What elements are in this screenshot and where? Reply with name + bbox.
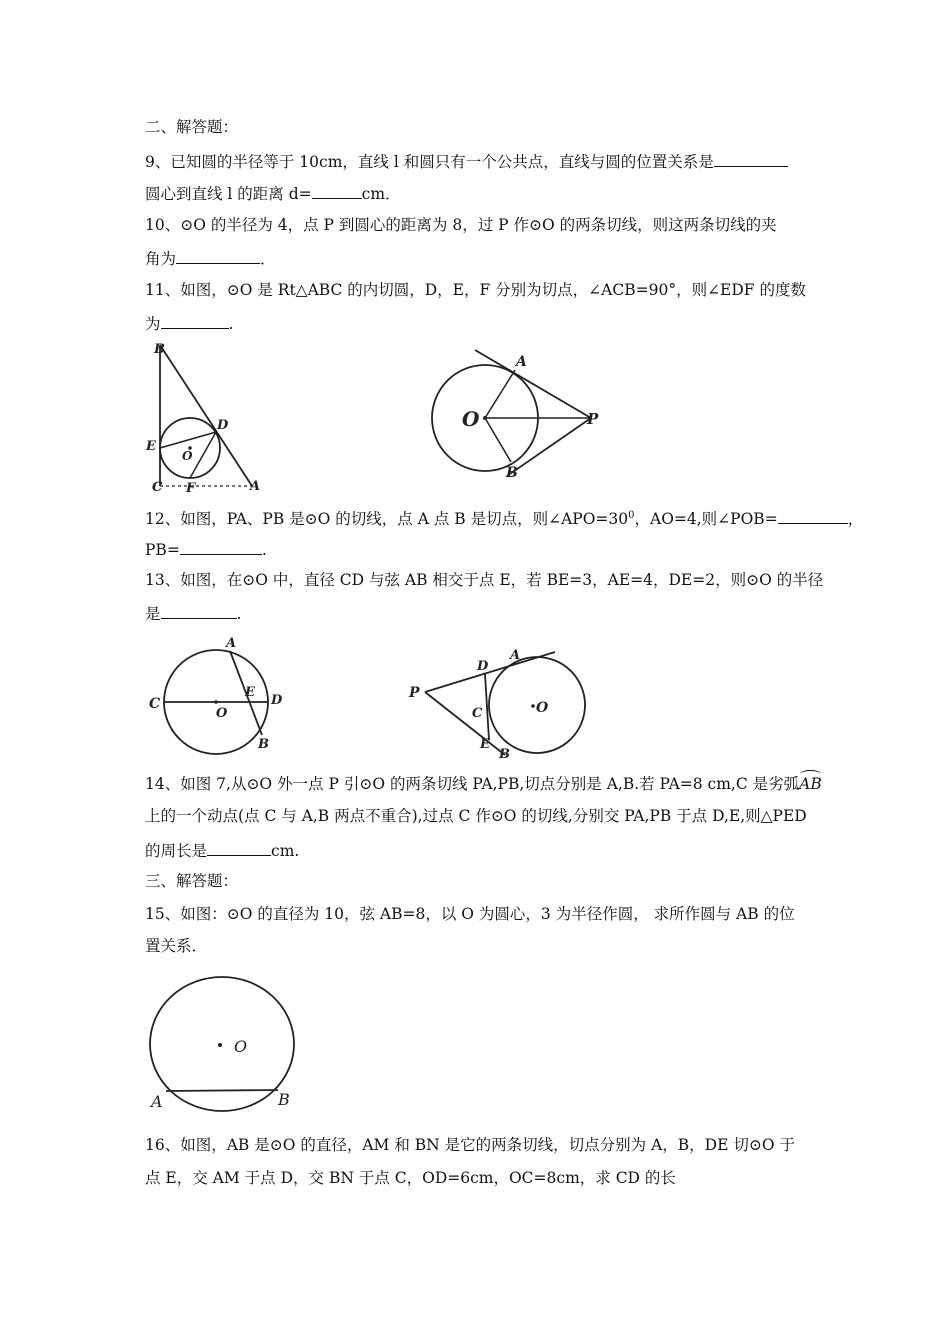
figure-q11-incircle-triangle	[140, 340, 270, 495]
question-10-line-1: 10、⊙O 的半径为 4，点 P 到圆心的距离为 8，过 P 作⊙O 的两条切线，则这两条切线的夹	[145, 216, 777, 234]
label-D: D	[217, 418, 229, 433]
answer-blank[interactable]	[714, 150, 788, 167]
label-B: B	[258, 737, 269, 752]
label-B: B	[154, 342, 165, 357]
label-C: C	[472, 706, 483, 721]
question-11-text-3: .	[228, 315, 234, 333]
label-O: O	[234, 1037, 248, 1056]
label-O: O	[216, 706, 228, 721]
label-O: O	[182, 449, 193, 463]
question-15-line-1: 15、如图：⊙O 的直径为 10，弦 AB=8，以 O 为圆心，3 为半径作圆， 求所作圆与 AB 的位	[145, 905, 795, 923]
question-14-text-3: 的周长是	[145, 842, 208, 860]
answer-blank[interactable]	[180, 538, 262, 555]
label-O: O	[536, 700, 549, 716]
question-14-text-4: cm.	[271, 842, 300, 860]
question-14-text: 14、如图 7,从⊙O 外一点 P 引⊙O 的两条切线 PA,PB,切点分别是 A,B.若 PA=8 cm,C 是劣弧	[145, 775, 800, 793]
question-12-text: 12、如图，PA、PB 是⊙O 的切线，点 A 点 B 是切点，则∠APO=30	[145, 510, 629, 529]
label-F: F	[186, 481, 196, 496]
question-12-line-2	[145, 538, 267, 560]
question-9-line-1	[145, 150, 788, 172]
answer-blank[interactable]	[207, 839, 271, 856]
label-A: A	[250, 479, 261, 494]
question-14-line-1	[145, 774, 822, 794]
question-13-text-2: 是	[145, 605, 161, 623]
section-heading-3: 三、解答题：	[145, 872, 239, 890]
answer-blank[interactable]	[161, 312, 229, 329]
question-10-text-2: 角为	[145, 250, 177, 268]
label-A: A	[151, 1092, 163, 1111]
question-11-line-1: 11、如图，⊙O 是 Rt△ABC 的内切圆，D，E，F 分别为切点，∠ACB=90°，则∠EDF 的度数	[145, 281, 806, 299]
question-11-text-2: 为	[145, 315, 161, 333]
question-16-line-2: 点 E，交 AM 于点 D，交 BN 于点 C，OD=6cm，OC=8cm，求 CD 的长	[145, 1169, 676, 1187]
label-P: P	[587, 410, 599, 428]
label-C: C	[149, 696, 161, 712]
label-E: E	[146, 439, 156, 454]
question-14-line-2: 上的一个动点(点 C 与 A,B 两点不重合),过点 C 作⊙O 的切线,分别交 PA,PB 于点 D,E,则△PED	[145, 807, 807, 825]
question-10-line-2	[145, 247, 276, 269]
figure-q14-tangent-triangle	[405, 645, 585, 760]
arc-ab-notation: AB	[799, 775, 822, 793]
label-A: A	[516, 354, 527, 370]
question-12-text-2: ，AO=4,则∠POB=	[634, 510, 778, 529]
answer-blank[interactable]	[161, 602, 237, 619]
label-B: B	[278, 1090, 290, 1109]
question-15-line-2: 置关系．	[145, 937, 208, 955]
question-12-line-1	[145, 506, 863, 529]
label-B: B	[499, 747, 510, 762]
question-9-line-2	[145, 182, 401, 204]
label-E: E	[245, 685, 255, 700]
label-A: A	[226, 636, 237, 651]
question-11-line-2	[145, 312, 233, 334]
question-12-text-4: PB=	[145, 541, 180, 559]
question-12-text-5: .	[261, 541, 267, 559]
question-16-line-1: 16、如图，AB 是⊙O 的直径，AM 和 BN 是它的两条切线，切点分别为 A，B，DE 切⊙O 于	[145, 1136, 795, 1154]
section-heading-2: 二、解答题：	[145, 118, 239, 136]
label-C: C	[152, 480, 163, 495]
figure-q13-diameter-chord	[140, 630, 300, 760]
question-9-text-2: 圆心到直线 l 的距离 d=	[145, 185, 312, 203]
label-E: E	[480, 737, 490, 752]
label-P: P	[409, 685, 420, 701]
answer-blank[interactable]	[176, 247, 260, 264]
question-13-line-2	[145, 602, 241, 624]
question-9-text-3: cm．	[361, 185, 401, 203]
question-12-text-3: ，	[847, 510, 864, 529]
question-13-line-1: 13、如图，在⊙O 中，直径 CD 与弦 AB 相交于点 E，若 BE=3，AE=4，DE=2，则⊙O 的半径	[145, 571, 824, 589]
label-D: D	[477, 659, 489, 674]
question-10-text-3: ．	[260, 250, 276, 268]
question-14-line-3	[145, 839, 299, 861]
label-D: D	[271, 693, 283, 708]
label-A: A	[510, 648, 521, 663]
label-O: O	[462, 407, 480, 431]
question-9-text: 9、已知圆的半径等于 10cm，直线 l 和圆只有一个公共点，直线与圆的位置关系是	[145, 153, 714, 171]
question-13-text-3: .	[236, 605, 242, 623]
degree-superscript: 0	[628, 510, 635, 521]
figure-q12-tangents	[425, 340, 615, 485]
figure-q15-circle-chord	[140, 968, 315, 1113]
answer-blank[interactable]	[312, 182, 362, 199]
label-B: B	[506, 465, 518, 481]
answer-blank[interactable]	[778, 507, 848, 524]
